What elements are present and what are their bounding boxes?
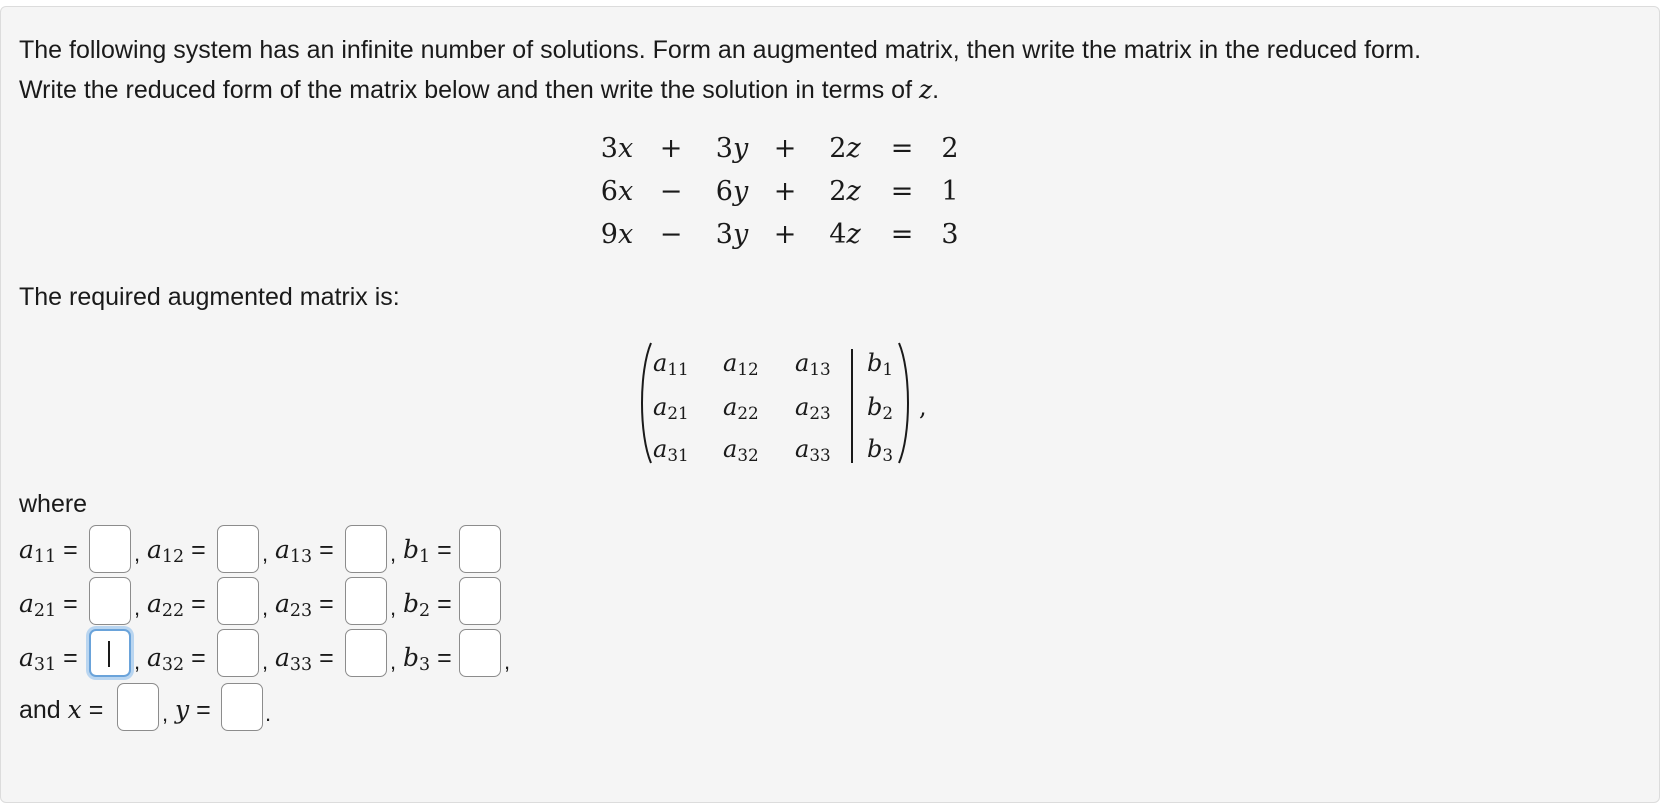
label-a32: a32 = — [147, 643, 206, 676]
system-operator: + — [773, 176, 797, 207]
separator-comma: , — [262, 541, 269, 566]
label-a31: a31 = — [19, 643, 78, 676]
input-b1[interactable] — [459, 525, 501, 573]
question-line-2-period: . — [932, 76, 940, 104]
label-a13: a13 = — [275, 535, 334, 568]
label-a22: a22 = — [147, 589, 206, 622]
matrix-cell: a31 — [653, 435, 689, 466]
input-a21[interactable] — [89, 577, 131, 625]
input-b2[interactable] — [459, 577, 501, 625]
system-equals: = — [890, 133, 914, 164]
matrix-trailing-comma: , — [919, 393, 927, 421]
separator-comma: , — [262, 595, 269, 620]
system-term: 2z — [829, 176, 861, 207]
label-b3: b3 = — [403, 643, 452, 676]
row-end-comma: , — [504, 649, 511, 674]
system-rhs: 3 — [941, 219, 959, 250]
system-operator: − — [659, 219, 683, 250]
input-b3[interactable] — [459, 629, 501, 677]
separator-comma: , — [134, 595, 141, 620]
input-a32[interactable] — [217, 629, 259, 677]
system-term: 4z — [829, 219, 861, 250]
system-term: 9x — [600, 219, 634, 250]
matrix-cell: a32 — [723, 435, 759, 466]
matrix-cell: a22 — [723, 393, 759, 424]
label-b2: b2 = — [403, 589, 452, 622]
system-term: 2z — [829, 133, 861, 164]
input-a31[interactable] — [89, 629, 131, 677]
question-line-1: The following system has an infinite number of solutions. Form an augmented matrix, then write the matrix in the reduced form. — [19, 36, 1422, 64]
separator-comma: , — [390, 541, 397, 566]
input-x[interactable] — [117, 683, 159, 731]
label-and-x: and x = — [19, 695, 104, 724]
separator-comma: , — [390, 649, 397, 674]
label-y: y = — [175, 695, 211, 724]
matrix-cell: a11 — [653, 349, 689, 380]
system-term: 6y — [715, 176, 749, 207]
question-line-2-text: Write the reduced form of the matrix below and then write the solution in terms of — [19, 76, 913, 104]
input-y[interactable] — [221, 683, 263, 731]
separator-comma: , — [390, 595, 397, 620]
question-variable-z: z — [918, 75, 933, 104]
matrix-intro: The required augmented matrix is: — [19, 283, 400, 311]
input-a33[interactable] — [345, 629, 387, 677]
matrix-cell: a13 — [795, 349, 831, 380]
system-term: 3x — [600, 133, 634, 164]
system-term: 3y — [715, 133, 749, 164]
label-a12: a12 = — [147, 535, 206, 568]
separator-comma: , — [262, 649, 269, 674]
label-a11: a11 = — [19, 535, 78, 568]
label-b1: b1 = — [403, 535, 452, 568]
input-a13[interactable] — [345, 525, 387, 573]
text-cursor — [108, 641, 110, 667]
matrix-right-paren — [897, 341, 913, 465]
system-term: 3y — [715, 219, 749, 250]
input-a23[interactable] — [345, 577, 387, 625]
label-a21: a21 = — [19, 589, 78, 622]
matrix-cell: a33 — [795, 435, 831, 466]
question-panel — [0, 6, 1660, 803]
matrix-cell: a12 — [723, 349, 759, 380]
separator-comma: , — [134, 541, 141, 566]
system-rhs: 1 — [941, 176, 959, 207]
matrix-cell: a21 — [653, 393, 689, 424]
input-a22[interactable] — [217, 577, 259, 625]
end-period: . — [265, 701, 272, 726]
input-a12[interactable] — [217, 525, 259, 573]
matrix-left-paren — [637, 341, 653, 465]
where-label: where — [19, 490, 88, 518]
system-operator: + — [659, 133, 683, 164]
system-term: 6x — [600, 176, 634, 207]
separator-comma: , — [134, 649, 141, 674]
system-equals: = — [890, 219, 914, 250]
matrix-cell: b3 — [867, 435, 894, 466]
matrix-cell: b1 — [867, 349, 894, 380]
system-rhs: 2 — [941, 133, 959, 164]
system-operator: + — [773, 133, 797, 164]
matrix-cell: a23 — [795, 393, 831, 424]
label-a33: a33 = — [275, 643, 334, 676]
system-operator: + — [773, 219, 797, 250]
matrix-divider — [851, 349, 853, 463]
system-equals: = — [890, 176, 914, 207]
question-line-2 — [19, 75, 939, 105]
input-a11[interactable] — [89, 525, 131, 573]
matrix-cell: b2 — [867, 393, 894, 424]
system-operator: − — [659, 176, 683, 207]
label-a23: a23 = — [275, 589, 334, 622]
separator-comma: , — [162, 701, 169, 726]
